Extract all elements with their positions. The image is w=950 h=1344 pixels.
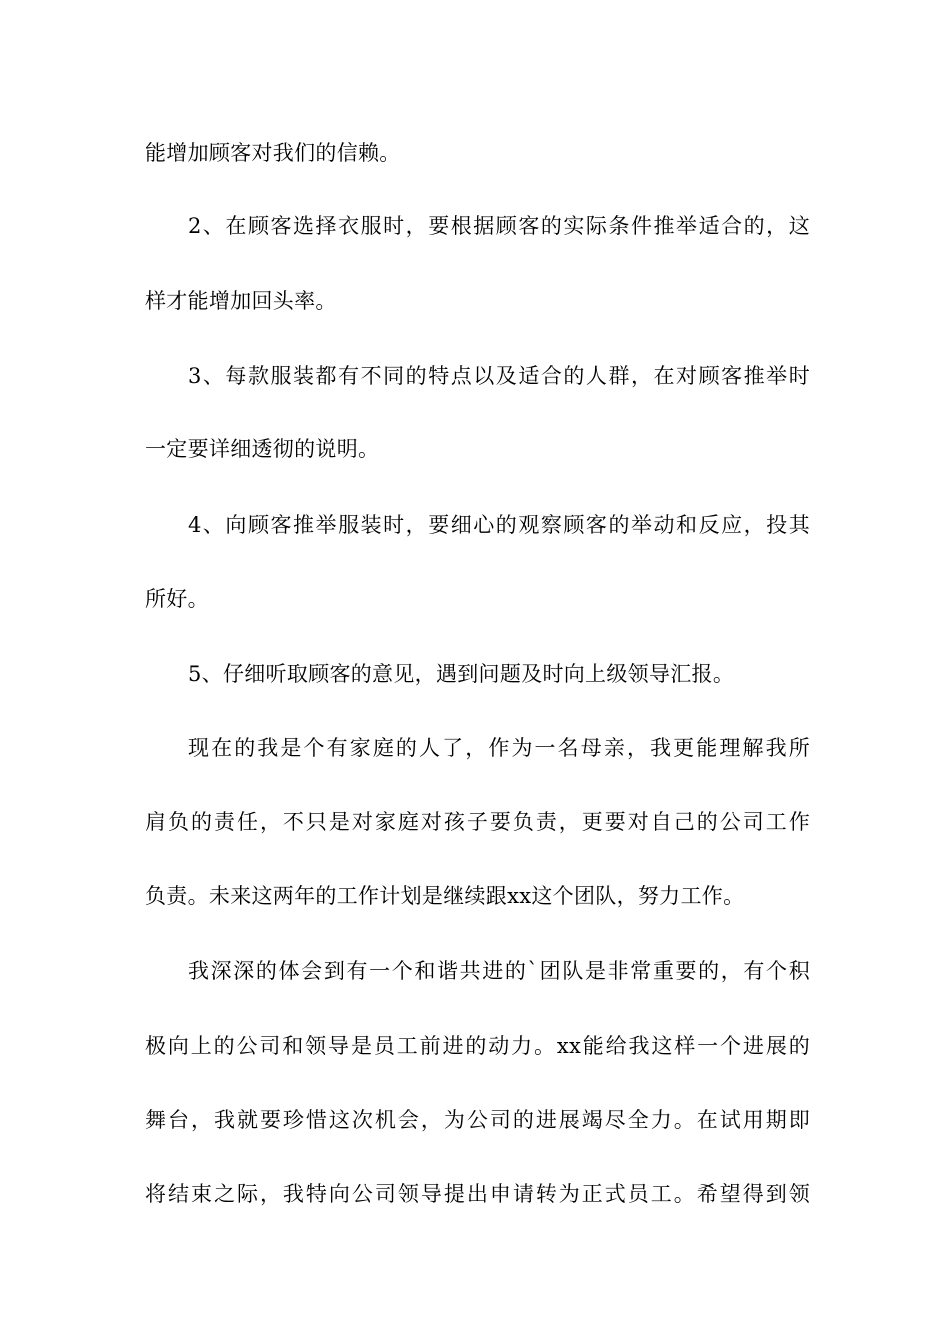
text-line: 3、每款服装都有不同的特点以及适合的人群，在对顾客推举时 xyxy=(188,364,810,388)
text-line: 2、在顾客选择衣服时，要根据顾客的实际条件推举适合的，这 xyxy=(188,214,810,238)
text-line: 我深深的体会到有一个和谐共进的`团队是非常重要的，有个积 xyxy=(188,959,810,983)
text-line: 将结束之际，我特向公司领导提出申请转为正式员工。希望得到领 xyxy=(145,1182,810,1206)
text-line: 舞台，我就要珍惜这次机会，为公司的进展竭尽全力。在试用期即 xyxy=(145,1108,810,1132)
text-line: 5、仔细听取顾客的意见，遇到问题及时向上级领导汇报。 xyxy=(188,662,735,686)
text-line: 4、向顾客推举服装时，要细心的观察顾客的举动和反应，投其 xyxy=(188,513,810,537)
text-line: 样才能增加回头率。 xyxy=(145,289,337,313)
text-line: 肩负的责任，不只是对家庭对孩子要负责，更要对自己的公司工作 xyxy=(145,810,810,834)
text-line: 负责。未来这两年的工作计划是继续跟xx这个团队，努力工作。 xyxy=(145,884,745,908)
text-line: 极向上的公司和领导是员工前进的动力。xx能给我这样一个进展的 xyxy=(145,1034,810,1058)
text-line: 现在的我是个有家庭的人了，作为一名母亲，我更能理解我所 xyxy=(188,736,810,760)
text-line: 能增加顾客对我们的信赖。 xyxy=(145,141,401,165)
text-line: 一定要详细透彻的说明。 xyxy=(145,437,380,461)
text-line: 所好。 xyxy=(145,587,209,611)
